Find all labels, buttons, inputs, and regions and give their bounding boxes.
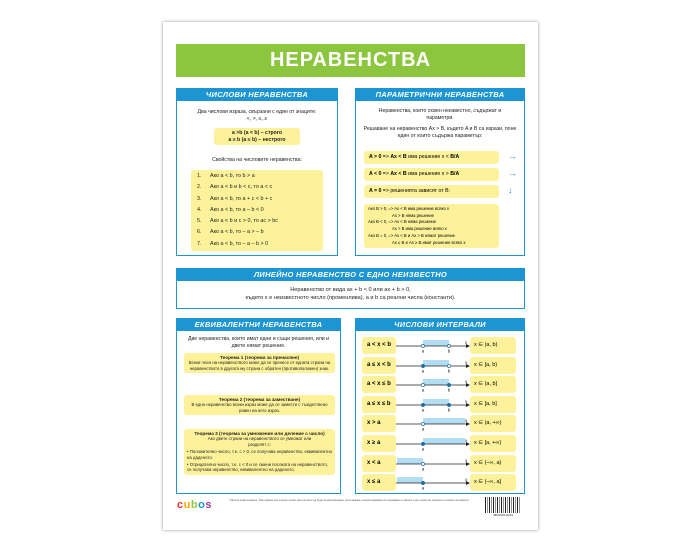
- page-title: НЕРАВЕНСТВА: [176, 44, 525, 77]
- theorem-2-title: Теорема 2 (теорема за заместване): [218, 397, 301, 402]
- intervals-panel: [355, 318, 525, 494]
- interval-fill: [423, 438, 465, 444]
- poster: [163, 22, 538, 530]
- interval-row: [362, 337, 516, 354]
- number-line: [395, 357, 471, 374]
- interval-label: a < x ≤ b: [362, 376, 396, 393]
- prop-item: 3. Ако a < b, то a + c < b + c: [197, 195, 273, 202]
- prop-item: 4. Ако a < b, то a – b < 0: [197, 206, 264, 213]
- interval-row: [362, 455, 516, 472]
- parametric-header: ПАРАМЕТРИЧНИ НЕРАВЕНСТВА: [356, 89, 524, 101]
- theorem-1-text: Всеки член на неравенството може да се пренесе от едната страна на неравенството в другата му страна с обратен (противоположен) знак.: [188, 360, 331, 371]
- linear-header: ЛИНЕЙНО НЕРАВЕНСТВО С ЕДНО НЕИЗВЕСТНО: [177, 269, 524, 281]
- closed-point: [447, 384, 450, 387]
- numeric-header: ЧИСЛОВИ НЕРАВЕНСТВА: [177, 89, 337, 101]
- closed-point: [447, 403, 450, 406]
- theorem-1: [184, 353, 335, 373]
- interval-label: x ≤ a: [362, 474, 396, 491]
- intervals-header: ЧИСЛОВИ ИНТЕРВАЛИ: [356, 319, 524, 331]
- open-point: [447, 344, 450, 347]
- closed-point: [421, 442, 424, 445]
- numeric-intro: Два числови израза, свързани с един от знаците:: [197, 109, 317, 115]
- theorem-3-text: Ако двете страни на неравенството се умножат или разделят с:: [207, 436, 312, 447]
- axis-label: x: [465, 477, 468, 483]
- parametric-intro: Неравенства, които освен неизвестно, съдържат и параметри.: [378, 108, 502, 121]
- point-b-label: b: [447, 387, 451, 393]
- linear-line1: Неравенство от вида ax + b < 0 или ax + b > 0,: [290, 287, 411, 293]
- point-a-label: a: [421, 348, 425, 354]
- interval-label: x ≥ a: [362, 435, 396, 452]
- subcase: Ако B < 0, => Ax < B няма решение: [368, 219, 437, 225]
- interval-fill: [423, 399, 449, 405]
- arrow-icon: →: [508, 168, 517, 178]
- point-a-label: a: [421, 466, 425, 472]
- point-a-label: a: [421, 446, 425, 452]
- interval-fill: [423, 340, 449, 346]
- case-a-zero: A = 0 => решенията зависят от B:: [364, 185, 499, 198]
- theorem-3-neg: • Отрицателно число, т.е. c < 0 и се смени посоката на неравенството, се получава неравенство, еквивалентно на даденото.: [187, 462, 328, 473]
- strict-text: a >b (a < b) – строго: [231, 130, 283, 137]
- subcase: Ако B = 0, => Ax < B и Ax > B нямат решение: [368, 232, 456, 238]
- interval-result: x ∈ (–∞, a]: [470, 474, 516, 491]
- equivalent-header: ЕКВИВАЛЕНТНИ НЕРАВЕНСТВА: [177, 319, 340, 331]
- axis-label: x: [465, 438, 468, 443]
- point-b-label: b: [447, 407, 451, 413]
- interval-fill: [397, 458, 423, 464]
- point-a-label: a: [421, 426, 425, 432]
- props-title: Свойства на числовите неравенства:: [212, 157, 302, 164]
- linear-line2: където x е неизвестното число (променлива), a и b са реални числа (константи).: [245, 294, 456, 301]
- arrow-icon: ↓: [508, 185, 513, 195]
- numeric-panel: [176, 88, 338, 256]
- theorem-3-pos: • Положително число, т.е. c > 0, се получава неравенство, еквивалентно на даденото.: [187, 449, 332, 460]
- interval-label: a ≤ x ≤ b: [362, 396, 396, 413]
- axis-label: x: [465, 379, 468, 385]
- number-line: [395, 474, 471, 491]
- number-line: [395, 435, 471, 452]
- interval-row: [362, 376, 516, 393]
- point-a-label: a: [421, 387, 425, 393]
- theorem-3-title: Теорема 3 (теорема за умножение или деление с число): [194, 431, 325, 436]
- interval-row: [362, 357, 516, 374]
- interval-result: x ∈ (–∞, a): [470, 455, 516, 472]
- interval-result: x ∈ (a, b): [470, 337, 516, 354]
- interval-fill: [397, 477, 423, 483]
- case-a-negative: A < 0 => Ax < B има решение x > B/A: [364, 168, 499, 181]
- props-list: [191, 170, 323, 251]
- prop-item: 1. Ако a < b, то b > a: [197, 172, 255, 179]
- interval-result: x ∈ [a, b): [470, 357, 516, 374]
- axis-label: x: [465, 457, 468, 463]
- point-a-label: a: [421, 407, 425, 413]
- parametric-solve: Решаване на неравенство Ax > B, където A и B са изрази, поне един от които съдържа параметър:: [363, 126, 517, 139]
- linear-panel: [176, 268, 525, 309]
- interval-row: [362, 474, 516, 491]
- interval-fill: [423, 379, 449, 385]
- interval-label: x > a: [362, 415, 396, 432]
- equivalent-panel: [176, 318, 341, 494]
- number-line: [395, 415, 471, 432]
- point-a-label: a: [421, 368, 425, 374]
- axis-label: x: [465, 398, 468, 404]
- axis-label: x: [465, 340, 468, 345]
- barcode-number: 3800232111234: [493, 513, 513, 517]
- strict-box: [214, 128, 300, 145]
- numeric-signs: <, >, ≤, ≥: [246, 115, 268, 122]
- theorem-2-text: В едно неравенство всеки израз може да се замести с тъждествено равен на него израз.: [191, 402, 328, 413]
- interval-result: x ∈ (a, b]: [470, 376, 516, 393]
- axis-label: x: [465, 359, 468, 365]
- open-point: [447, 364, 450, 367]
- subcase: Ax > B има решение всяко x: [392, 226, 447, 232]
- subcase: Ax > B няма решение: [392, 212, 434, 218]
- number-line: [395, 455, 471, 472]
- interval-row: [362, 396, 516, 413]
- subcase: Ако B > 0, => Ax < B има решение всяко x: [368, 206, 450, 211]
- open-point: [421, 423, 424, 426]
- prop-item: 6. Ако a < b, то – a > – b: [197, 229, 264, 236]
- theorem-2: [184, 395, 335, 415]
- axis-label: x: [465, 418, 468, 424]
- open-point: [421, 462, 424, 465]
- number-line: [395, 337, 471, 354]
- interval-label: x < a: [362, 455, 396, 472]
- case-a-positive: A > 0 => Ax < B има решение x < B/A: [364, 151, 499, 164]
- nonstrict-text: a ≥ b (a ≤ b) – нестрого: [228, 136, 286, 143]
- interval-result: x ∈ (a, +∞): [470, 415, 516, 432]
- point-b-label: b: [447, 348, 451, 354]
- interval-row: [362, 435, 516, 452]
- number-line: [395, 396, 471, 413]
- number-line: [395, 376, 471, 393]
- barcode: [485, 497, 521, 513]
- interval-result: x ∈ [a, b]: [470, 396, 516, 413]
- open-point: [421, 344, 424, 347]
- interval-label: a < x < b: [362, 337, 396, 354]
- closed-point: [421, 403, 424, 406]
- equivalent-intro: Две неравенства, които имат едни и същи решения, или и двете нямат решение.: [188, 336, 329, 349]
- subcases-box: [364, 204, 499, 248]
- prop-item: 2. Ако a < b и b < c, то a < c: [197, 184, 273, 191]
- brand-logo: cubos: [177, 499, 212, 511]
- theorem-1-title: Теорема 1 (теорема за пренасяне): [219, 355, 300, 360]
- point-a-label: a: [421, 485, 425, 491]
- interval-fill: [423, 418, 465, 424]
- parametric-panel: [355, 88, 525, 256]
- interval-label: a ≤ x < b: [362, 357, 396, 374]
- interval-result: x ∈ [a, +∞): [470, 435, 516, 452]
- closed-point: [421, 482, 424, 485]
- closed-point: [421, 364, 424, 367]
- arrow-icon: →: [508, 151, 517, 161]
- copyright-text: © Всички права запазени. Това издание или отделни негови части не могат да бъдат възпроизвеждани, пресъздавани, разпространявани или предавани по какъвто и да е начин без писменото съгласие на издателя.: [229, 499, 470, 502]
- point-b-label: b: [447, 368, 451, 374]
- theorem-3: [184, 429, 335, 475]
- open-point: [421, 384, 424, 387]
- prop-item: 7. Ако a < b, то – a – b > 0: [197, 240, 269, 247]
- interval-fill: [423, 360, 449, 366]
- interval-row: [362, 415, 516, 432]
- subcase: Ax ≤ B и Ax ≥ B имат решение всяко x: [392, 239, 466, 245]
- prop-item: 5. Ако a < b и c > 0, то ac > bc: [197, 218, 278, 225]
